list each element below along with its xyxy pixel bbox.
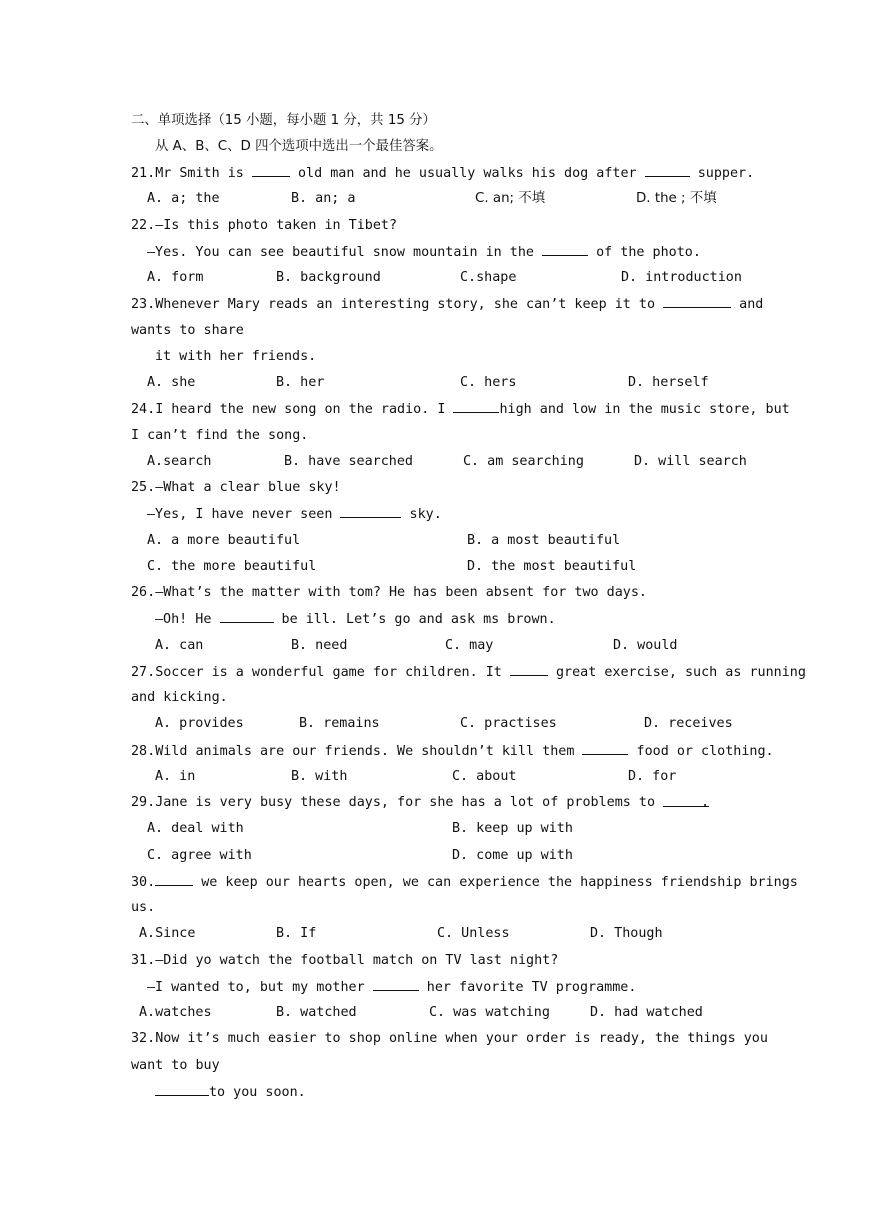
question-text: to you soon. (209, 1085, 306, 1100)
question-25-line2 (147, 505, 442, 524)
question-text: —Yes, I have never seen (147, 507, 341, 522)
question-number: 21. (131, 166, 156, 181)
question-26 (131, 584, 647, 602)
option-a: A. a more beautiful (147, 533, 301, 548)
question-number: 23. (131, 297, 156, 312)
option-a: A. form (147, 270, 204, 285)
question-text: old man and he usually walks his dog after (289, 166, 645, 181)
question-text: food or clothing. (628, 744, 774, 759)
option-b: B. background (276, 270, 381, 285)
question-text: Soccer is a wonderful game for children. It (155, 665, 510, 680)
option-a: A. deal with (147, 821, 244, 836)
question-23-line2: wants to share (131, 323, 244, 338)
option-d: D. would (613, 638, 678, 653)
option-d: D. Though (590, 926, 663, 941)
answer-blank (373, 978, 419, 991)
question-text: Jane is very busy these days, for she has a lot of problems to (155, 795, 664, 810)
option-c: C. may (445, 638, 494, 653)
option-a: A. she (147, 375, 196, 390)
question-text: —I wanted to, but my mother (147, 980, 373, 995)
option-d: D. had watched (590, 1005, 703, 1020)
question-text: Whenever Mary reads an interesting story, she can’t keep it to (155, 297, 664, 312)
option-d: D. receives (644, 716, 733, 731)
option-a: A. in (155, 769, 196, 784)
option-b: B. watched (276, 1005, 357, 1020)
answer-blank (542, 243, 588, 256)
question-28 (131, 742, 774, 761)
question-32 (131, 1030, 768, 1048)
question-text: Wild animals are our friends. We shouldn’t kill them (155, 744, 583, 759)
option-b: B. her (276, 375, 325, 390)
question-32-line3 (155, 1083, 306, 1102)
option-b: B. with (291, 769, 348, 784)
option-c: C.shape (460, 270, 517, 285)
question-text: . (701, 795, 710, 810)
option-c: C. agree with (147, 848, 252, 863)
option-c: C. Unless (437, 926, 510, 941)
question-22 (131, 217, 397, 235)
option-a: A. can (155, 638, 204, 653)
option-c: C. was watching (429, 1005, 550, 1020)
option-d: D. introduction (621, 270, 742, 285)
question-number: 22. (131, 218, 156, 233)
question-text: —What a clear blue sky! (155, 480, 341, 495)
option-d: D. will search (634, 454, 747, 469)
option-c: C. am searching (463, 454, 584, 469)
question-text: I heard the new song on the radio. I (155, 402, 454, 417)
section-heading: 二、单项选择（15 小题，每小题 1 分，共 15 分） (131, 113, 436, 128)
question-31-line2 (147, 978, 636, 997)
question-text: supper. (689, 166, 755, 181)
question-26-line2 (155, 610, 556, 629)
option-b: B. If (276, 926, 317, 941)
question-30 (131, 873, 798, 892)
question-27 (131, 663, 806, 682)
question-30-line2: us. (131, 900, 156, 915)
question-24-line2: I can’t find the song. (131, 428, 309, 443)
option-b: B. a most beautiful (467, 533, 621, 548)
answer-blank (155, 1083, 209, 1096)
option-a: A. a; the (147, 191, 220, 206)
question-number: 26. (131, 585, 156, 600)
option-a: A. provides (155, 716, 244, 731)
option-d: D. herself (628, 375, 709, 390)
question-text: —Yes. You can see beautiful snow mountain in the (147, 245, 543, 260)
question-31 (131, 952, 558, 970)
question-number: 27. (131, 665, 156, 680)
question-number: 31. (131, 953, 156, 968)
question-text: —Oh! He (155, 612, 220, 627)
question-text: and (731, 297, 764, 312)
option-c: C. an; 不填 (475, 191, 546, 206)
question-text: be ill. Let’s go and ask ms brown. (273, 612, 556, 627)
answer-blank (453, 400, 499, 413)
question-21 (131, 164, 754, 183)
answer-blank (252, 164, 290, 177)
question-number: 32. (131, 1031, 156, 1046)
question-text: high and low in the music store, but (499, 402, 790, 417)
question-23 (131, 295, 763, 314)
answer-blank (663, 794, 710, 810)
option-c: C. the more beautiful (147, 559, 317, 574)
option-b: B. need (291, 638, 348, 653)
answer-blank (645, 164, 690, 177)
question-number: 29. (131, 795, 156, 810)
question-text: Mr Smith is (155, 166, 252, 181)
question-25 (131, 479, 341, 497)
question-22-line2 (147, 243, 701, 262)
answer-blank (510, 663, 548, 676)
question-text: great exercise, such as running (547, 665, 806, 680)
option-a: A.Since (139, 926, 196, 941)
question-32-line2: want to buy (131, 1058, 220, 1073)
question-text: —Is this photo taken in Tibet? (155, 218, 398, 233)
option-a: A.watches (139, 1005, 212, 1020)
question-text: —Did yo watch the football match on TV last night? (155, 953, 559, 968)
question-24 (131, 400, 790, 419)
question-number: 28. (131, 744, 156, 759)
option-c: C. about (452, 769, 517, 784)
question-number: 24. (131, 402, 156, 417)
question-text: we keep our hearts open, we can experience the happiness friendship brings (193, 875, 798, 890)
answer-blank (220, 610, 274, 623)
question-number: 30. (131, 875, 156, 890)
option-c: C. practises (460, 716, 557, 731)
option-d: D. the most beautiful (467, 559, 637, 574)
answer-blank (663, 295, 731, 308)
option-b: B. remains (299, 716, 380, 731)
option-b: B. keep up with (452, 821, 573, 836)
question-text: Now it’s much easier to shop online when your order is ready, the things you (155, 1031, 768, 1046)
option-d: D. for (628, 769, 677, 784)
option-a: A.search (147, 454, 212, 469)
question-text: —What’s the matter with tom? He has been absent for two days. (155, 585, 647, 600)
question-27-line2: and kicking. (131, 690, 228, 705)
option-b: B. an; a (291, 191, 356, 206)
option-b: B. have searched (284, 454, 413, 469)
option-d: D. the ; 不填 (636, 191, 717, 206)
answer-blank (582, 742, 628, 755)
question-29 (131, 794, 709, 812)
option-c: C. hers (460, 375, 517, 390)
question-text: sky. (401, 507, 442, 522)
question-number: 25. (131, 480, 156, 495)
option-d: D. come up with (452, 848, 573, 863)
answer-blank (340, 505, 401, 518)
question-text: her favorite TV programme. (418, 980, 637, 995)
question-text: of the photo. (588, 245, 701, 260)
question-23-line3: it with her friends. (155, 349, 317, 364)
section-instruction: 从 A、B、C、D 四个选项中选出一个最佳答案。 (155, 139, 443, 154)
answer-blank (155, 873, 193, 886)
